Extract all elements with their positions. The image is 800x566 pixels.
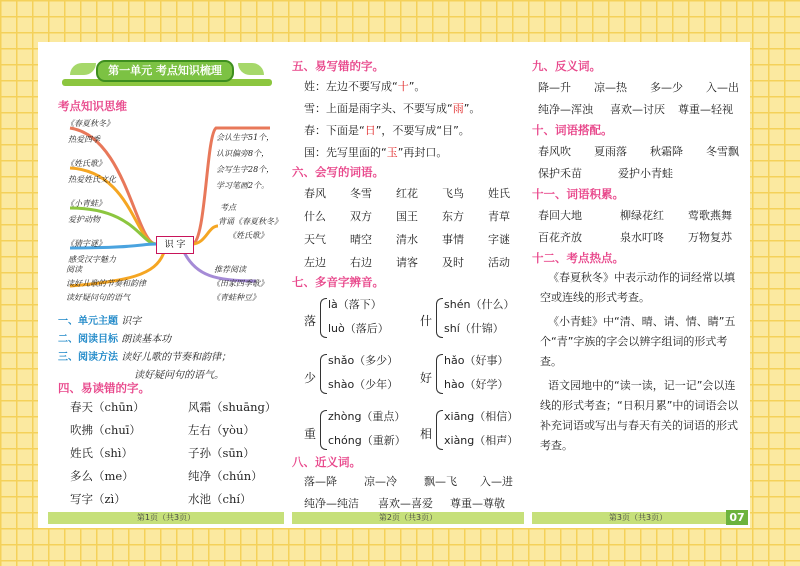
word-cell: 青草	[488, 210, 510, 223]
hotspot-paragraph: 《小青蛙》中“清、晴、请、情、睛”五个“青”字族的字会以辨字组词的形式考查。	[540, 315, 736, 368]
reading-goal-label: 二、阅读目标	[58, 334, 118, 345]
mindmap-bottom-right: 《青蛙种豆》	[212, 293, 260, 302]
reading-goal-row	[58, 330, 171, 345]
reading-method-label: 三、阅读方法	[58, 352, 118, 363]
hard-read-word: 左右（yòu）	[188, 423, 255, 437]
mindmap-left-item: 爱护动物	[68, 215, 100, 224]
synonym-pair: 喜欢—喜爱	[378, 497, 433, 510]
page-footer: 第1页（共3页）	[48, 512, 284, 524]
word-cell: 春风	[304, 187, 326, 200]
reading-method-value-2: 读好疑问句的语气。	[134, 370, 224, 381]
synonym-pair: 飘—飞	[424, 475, 457, 488]
collocation: 夏雨落	[594, 145, 627, 158]
word-cell: 飞鸟	[442, 187, 464, 200]
mindmap-left-item: 《春夏秋冬》	[66, 119, 114, 128]
word-cell: 及时	[442, 256, 464, 269]
section-12-title: 十二、考点热点。	[532, 251, 624, 265]
antonym-pair: 尊重—轻视	[678, 103, 733, 116]
mindmap-right-mid: 《姓氏歌》	[228, 231, 268, 240]
hard-read-word: 纯净（chún）	[188, 469, 263, 483]
mindmap-bottom-left: 阅读	[66, 265, 82, 274]
mindmap-left-item: 《猜字谜》	[66, 239, 106, 248]
mindmap-left-item: 《姓氏歌》	[66, 159, 106, 168]
collocation: 冬雪飘	[706, 145, 739, 158]
section-11-title: 十一、词语积累。	[532, 187, 624, 201]
word-cell: 东方	[442, 210, 464, 223]
hard-read-word: 多么（me）	[70, 469, 134, 483]
mindmap-bottom-left: 读好疑问句的语气	[66, 293, 130, 302]
polyphone-reading: hǎo（好事）	[444, 354, 509, 367]
unit-banner	[62, 54, 272, 86]
mindmap-right-item: 学习笔画2个。	[216, 181, 270, 190]
collocation: 爱护小青蛙	[618, 167, 673, 180]
hard-read-word: 吹拂（chuī）	[70, 423, 141, 437]
synonym-pair: 落—降	[304, 475, 337, 488]
polyphone-reading: hào（好学）	[444, 378, 509, 391]
brace-icon	[436, 410, 443, 450]
page-footer: 第3页（共3页）	[532, 512, 744, 524]
polyphone-reading: là（落下）	[328, 298, 382, 311]
banner-title: 第一单元 考点知识梳理	[96, 60, 234, 82]
synonym-pair: 纯净—纯洁	[304, 497, 359, 510]
mindmap-right-item: 会认生字51个，	[216, 133, 275, 142]
antonym-pair: 多—少	[650, 81, 683, 94]
page-footer: 第2页（共3页）	[292, 512, 524, 524]
mindmap-left-item: 《小青蛙》	[66, 199, 106, 208]
polyphone-reading: xiāng（相信）	[444, 410, 519, 423]
brace-icon	[320, 410, 327, 450]
reading-goal-value: 朗读基本功	[121, 334, 172, 345]
polyphone-char: 落	[304, 314, 317, 328]
polyphone-reading: zhòng（重点）	[328, 410, 406, 423]
polyphone-reading: shén（什么）	[444, 298, 515, 311]
brace-icon	[320, 298, 327, 338]
polyphone-char: 相	[420, 427, 433, 441]
antonym-pair: 喜欢—讨厌	[610, 103, 665, 116]
polyphone-reading: shǎo（多少）	[328, 354, 399, 367]
idiom: 莺歌燕舞	[688, 209, 732, 222]
antonym-pair: 降—升	[538, 81, 571, 94]
synonym-pair: 尊重—尊敬	[450, 497, 505, 510]
word-cell: 冬雪	[350, 187, 372, 200]
column-2	[292, 42, 524, 528]
section-9-title: 九、反义词。	[532, 59, 601, 73]
column-1	[48, 42, 284, 528]
mindmap-right-mid: 背诵《春夏秋冬》	[218, 217, 282, 226]
hotspot-paragraph: 语文园地中的“读一读，记一记”会以连线的形式考查；“日积月累”中的词语会以补充词语或写出与春天有关的词语的形式考查。	[540, 379, 739, 452]
word-cell: 活动	[488, 256, 510, 269]
word-cell: 姓氏	[488, 187, 510, 200]
mindmap-right-item: 认识偏旁8个，	[216, 149, 270, 158]
word-cell: 红花	[396, 187, 418, 200]
word-cell: 右边	[350, 256, 372, 269]
collocation: 春风吹	[538, 145, 571, 158]
word-cell: 什么	[304, 210, 326, 223]
section-4-title: 四、易读错的字。	[58, 381, 150, 395]
synonym-pair: 凉—冷	[364, 475, 397, 488]
section-7-title: 七、多音字辨音。	[292, 275, 384, 289]
hard-read-word: 姓氏（shì）	[70, 446, 133, 460]
section-10-title: 十、词语搭配。	[532, 123, 613, 137]
word-cell: 字谜	[488, 233, 510, 246]
brace-icon	[436, 354, 443, 394]
word-cell: 双方	[350, 210, 372, 223]
leaf-icon	[70, 63, 96, 75]
reading-method-value: 读好儿歌的节奏和韵律；	[121, 352, 232, 363]
collocation: 保护禾苗	[538, 167, 582, 180]
hard-read-word: 风霜（shuāng）	[188, 400, 277, 414]
polyphone-reading: luò（落后）	[328, 322, 389, 335]
polyphone-reading: chóng（重新）	[328, 434, 406, 447]
mindmap-title: 考点知识思维	[58, 99, 127, 113]
unit-theme-value: 识字	[121, 316, 142, 327]
brace-icon	[320, 354, 327, 394]
word-cell: 左边	[304, 256, 326, 269]
polyphone-char: 好	[420, 371, 433, 385]
mindmap-bottom-right: 推荐阅读	[214, 265, 246, 274]
synonym-pair: 入—进	[480, 475, 513, 488]
section-6-title: 六、会写的词语。	[292, 165, 384, 179]
mindmap-left-item: 感受汉字魅力	[68, 255, 116, 264]
idiom: 泉水叮咚	[620, 231, 664, 244]
polyphone-reading: shí（什锦）	[444, 322, 504, 335]
reading-method-row	[58, 348, 231, 363]
hard-read-word: 写字（zì）	[70, 492, 126, 506]
unit-theme-label: 一、单元主题	[58, 316, 118, 327]
worksheet-page	[38, 42, 750, 528]
antonym-pair: 凉—热	[594, 81, 627, 94]
hard-write-line: 雪：上面是雨字头、不要写成“雨”。	[304, 102, 481, 115]
idiom: 万物复苏	[688, 231, 732, 244]
polyphone-reading: xiàng（相声）	[444, 434, 519, 447]
word-cell: 事情	[442, 233, 464, 246]
antonym-pair: 纯净—浑浊	[538, 103, 593, 116]
hotspot-paragraph: 《春夏秋冬》中表示动作的词经常以填空或连线的形式考查。	[540, 271, 735, 304]
word-cell: 国王	[396, 210, 418, 223]
polyphone-char: 少	[304, 371, 317, 385]
brace-icon	[436, 298, 443, 338]
section-5-title: 五、易写错的字。	[292, 59, 384, 73]
word-cell: 晴空	[350, 233, 372, 246]
word-cell: 请客	[396, 256, 418, 269]
section-8-title: 八、近义词。	[292, 455, 361, 469]
mindmap-left-item: 热爱四季	[68, 135, 100, 144]
idiom: 柳绿花红	[620, 209, 664, 222]
mindmap-bottom-left: 读好儿歌的节奏和韵律	[66, 279, 146, 288]
polyphone-reading: shào（少年）	[328, 378, 399, 391]
mindmap-right-mid: 考点	[220, 203, 236, 212]
word-cell: 清水	[396, 233, 418, 246]
page-number: 07	[726, 510, 748, 525]
collocation: 秋霜降	[650, 145, 683, 158]
mindmap-right-item: 会写生字28个，	[216, 165, 275, 174]
hard-read-word: 子孙（sūn）	[188, 446, 255, 460]
hard-write-line: 国：先写里面的“玉”再封口。	[304, 146, 448, 159]
idiom: 春回大地	[538, 209, 582, 222]
word-cell: 天气	[304, 233, 326, 246]
hard-read-word: 春天（chūn）	[70, 400, 145, 414]
hard-write-line: 春：下面是“日”，不要写成“目”。	[304, 124, 470, 137]
unit-theme-row	[58, 312, 141, 327]
hard-read-word: 水池（chí）	[188, 492, 252, 506]
leaf-icon	[238, 63, 264, 75]
hard-write-line: 姓：左边不要写成“十”。	[304, 80, 426, 93]
mindmap-center: 识 字	[156, 236, 194, 254]
mindmap-bottom-right: 《田家四季歌》	[212, 279, 268, 288]
idiom: 百花齐放	[538, 231, 582, 244]
mindmap	[56, 116, 284, 304]
polyphone-char: 什	[420, 314, 433, 328]
antonym-pair: 入—出	[706, 81, 739, 94]
mindmap-left-item: 热爱姓氏文化	[68, 175, 116, 184]
column-3	[532, 42, 744, 528]
polyphone-char: 重	[304, 427, 317, 441]
